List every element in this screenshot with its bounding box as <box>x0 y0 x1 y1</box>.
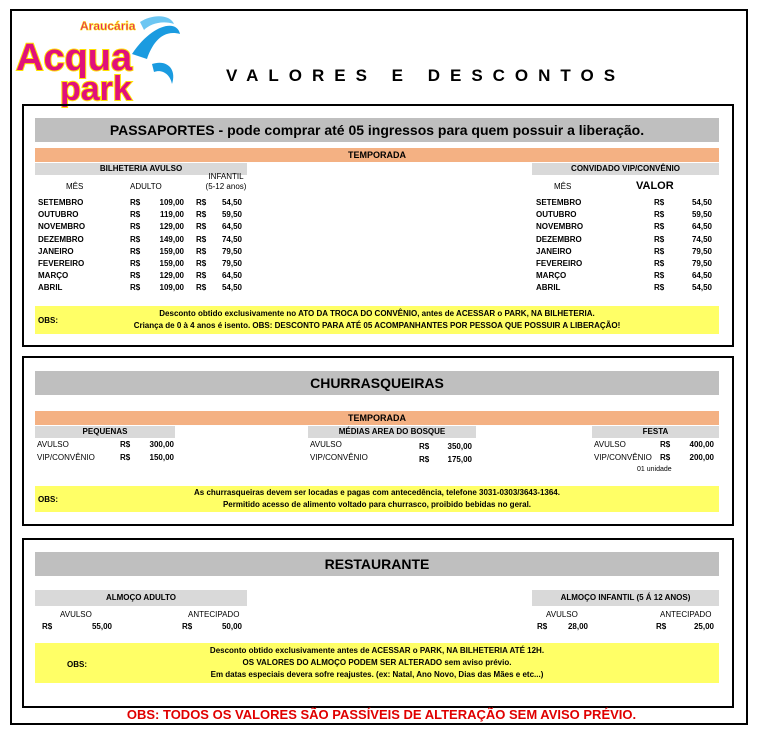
pass-adult: 119,00 <box>159 210 184 220</box>
pass-vip-month: SETEMBRO <box>536 198 582 207</box>
currency: R$ <box>130 246 141 256</box>
currency: R$ <box>196 246 207 256</box>
pass-child: 79,50 <box>221 259 242 268</box>
pass-vip: 74,50 <box>691 234 712 244</box>
currency: R$ <box>654 222 665 232</box>
currency: R$ <box>120 453 131 462</box>
pass-child: 64,50 <box>221 222 242 232</box>
pequenas-vip-price: 150,00 <box>149 453 174 462</box>
currency: R$ <box>656 622 667 631</box>
adulto-antecipado-price: 50,00 <box>221 622 242 631</box>
currency: R$ <box>42 622 53 631</box>
pass-vip-month: DEZEMBRO <box>536 234 582 244</box>
currency: R$ <box>654 246 665 256</box>
pequenas-avulso-price: 300,00 <box>149 440 174 449</box>
pequenas-vip-label: VIP/CONVÊNIO <box>37 453 95 462</box>
infantil-antecipado-price: 25,00 <box>693 622 714 631</box>
pass-month: SETEMBRO <box>38 198 84 207</box>
infantil-avulso-price: 28,00 <box>567 622 588 631</box>
churrasqueiras-title: CHURRASQUEIRAS <box>35 371 719 395</box>
currency: R$ <box>419 455 430 464</box>
currency: R$ <box>130 210 141 220</box>
pass-adult: 129,00 <box>159 222 184 232</box>
pass-vip: 64,50 <box>691 222 712 232</box>
col-value: VALOR <box>636 180 674 192</box>
pass-child: 79,50 <box>221 246 242 256</box>
currency: R$ <box>182 622 193 631</box>
currency: R$ <box>660 440 671 449</box>
pass-adult: 109,00 <box>159 283 184 293</box>
currency: R$ <box>196 210 207 220</box>
pass-adult: 149,00 <box>159 234 184 244</box>
col-month-right: MÊS <box>554 182 572 191</box>
churrasqueiras-season: TEMPORADA <box>35 411 719 425</box>
pass-month: OUTUBRO <box>38 210 79 220</box>
currency: R$ <box>537 622 548 631</box>
currency: R$ <box>130 259 141 268</box>
pass-month: DEZEMBRO <box>38 234 84 244</box>
festa-vip-price: 200,00 <box>689 453 714 462</box>
acqua-park-logo <box>12 14 182 109</box>
pass-vip: 54,50 <box>691 283 712 293</box>
pass-month: FEVEREIRO <box>38 259 85 268</box>
restaurante-section <box>22 538 734 708</box>
pass-vip: 54,50 <box>691 198 712 207</box>
restaurante-title: RESTAURANTE <box>35 552 719 576</box>
pass-vip: 79,50 <box>691 246 712 256</box>
svg-text:Acqua: Acqua <box>16 37 133 79</box>
adulto-antecipado-label: ANTECIPADO <box>188 610 240 619</box>
pass-vip-month: ABRIL <box>536 283 561 293</box>
convidado-vip-header: CONVIDADO VIP/CONVÊNIO <box>532 163 719 175</box>
pequenas-avulso-label: AVULSO <box>37 440 69 449</box>
obs-line-2: OS VALORES DO ALMOÇO PODEM SER ALTERADO sem aviso prévio. <box>242 658 512 667</box>
obs-label: OBS: <box>38 495 58 504</box>
currency: R$ <box>130 198 141 207</box>
festa-vip-label: VIP/CONVÊNIO <box>594 453 652 462</box>
adulto-avulso-label: AVULSO <box>60 610 92 619</box>
obs-line-3: Em datas especiais devera sofre reajustes. (ex: Natal, Ano Novo, Dias das Mães e etc...) <box>210 670 544 679</box>
pass-adult: 159,00 <box>159 246 184 256</box>
passaportes-season: TEMPORADA <box>35 148 719 162</box>
currency: R$ <box>130 271 141 281</box>
currency: R$ <box>654 259 665 268</box>
churrasqueiras-section <box>22 356 734 526</box>
medias-avulso-label: AVULSO <box>310 440 342 449</box>
pass-month: ABRIL <box>38 283 63 293</box>
festa-avulso-label: AVULSO <box>594 440 626 449</box>
almoco-adulto-header: ALMOÇO ADULTO <box>35 590 247 606</box>
currency: R$ <box>660 453 671 462</box>
medias-vip-label: VIP/CONVÊNIO <box>310 453 368 462</box>
pass-vip: 79,50 <box>691 259 712 268</box>
obs-label: OBS: <box>38 316 58 325</box>
currency: R$ <box>196 222 207 232</box>
currency: R$ <box>130 234 141 244</box>
currency: R$ <box>130 222 141 232</box>
currency: R$ <box>196 198 207 207</box>
obs-line-2: Criança de 0 à 4 anos é isento. OBS: DESCONTO PARA ATÉ 05 ACOMPANHANTES POR PESSOA QUE POSSUIR A LIBERAÇÃO! <box>133 321 621 330</box>
passaportes-title: PASSAPORTES - pode comprar até 05 ingressos para quem possuir a liberação. <box>35 118 719 142</box>
passaportes-obs <box>35 306 719 334</box>
obs-line-2: Permitido acesso de alimento voltado para churrasco, proibido bebidas no geral. <box>222 500 532 509</box>
churrasqueiras-obs <box>35 486 719 512</box>
pass-month: MARÇO <box>38 271 69 281</box>
page-title: VALORES E DESCONTOS <box>226 66 626 85</box>
pass-vip: 64,50 <box>691 271 712 281</box>
svg-text:Araucária: Araucária <box>80 19 136 33</box>
footer-note: OBS: TODOS OS VALORES SÃO PASSÍVEIS DE ALTERAÇÃO SEM AVISO PRÉVIO. <box>126 707 637 722</box>
adulto-avulso-price: 55,00 <box>91 622 112 631</box>
pass-child: 59,50 <box>221 210 242 220</box>
col-child-age: (5-12 anos) <box>205 182 247 191</box>
currency: R$ <box>130 283 141 293</box>
pequenas-header: PEQUENAS <box>35 426 175 438</box>
pass-vip-month: MARÇO <box>536 271 567 281</box>
currency: R$ <box>120 440 131 449</box>
pass-vip-month: FEVEREIRO <box>536 259 583 268</box>
currency: R$ <box>654 283 665 293</box>
medias-avulso-price: 350,00 <box>447 442 472 451</box>
medias-vip-price: 175,00 <box>447 455 472 464</box>
col-child: INFANTIL <box>208 172 244 181</box>
medias-header: MÉDIAS AREA DO BOSQUE <box>308 426 476 438</box>
currency: R$ <box>196 259 207 268</box>
currency: R$ <box>196 234 207 244</box>
infantil-avulso-label: AVULSO <box>546 610 578 619</box>
festa-avulso-price: 400,00 <box>689 440 714 449</box>
col-adult: ADULTO <box>130 182 162 191</box>
obs-line-1: As churrasqueiras devem ser locadas e pagas com antecedência, telefone 3031-0303/3643-1364. <box>194 488 560 497</box>
pass-adult: 109,00 <box>159 198 184 207</box>
currency: R$ <box>196 271 207 281</box>
pass-child: 74,50 <box>221 234 242 244</box>
obs-label: OBS: <box>67 660 87 669</box>
currency: R$ <box>654 210 665 220</box>
bilheteria-avulso-header: BILHETERIA AVULSO <box>35 163 247 175</box>
pass-child: 64,50 <box>221 271 242 281</box>
pass-vip: 59,50 <box>691 210 712 220</box>
pass-child: 54,50 <box>221 283 242 293</box>
currency: R$ <box>196 283 207 293</box>
pass-vip-month: OUTUBRO <box>536 210 577 220</box>
obs-line-1: Desconto obtido exclusivamente no ATO DA TROCA DO CONVÊNIO, antes de ACESSAR o PARK, NA BILHETERIA. <box>159 309 595 318</box>
festa-header: FESTA <box>592 426 719 438</box>
pass-vip-month: JANEIRO <box>536 246 572 256</box>
pass-child: 54,50 <box>221 198 242 207</box>
festa-note: 01 unidade <box>637 466 672 473</box>
pass-vip-month: NOVEMBRO <box>536 222 584 232</box>
currency: R$ <box>654 271 665 281</box>
almoco-infantil-header: ALMOÇO INFANTIL (5 Á 12 ANOS) <box>532 590 719 606</box>
obs-line-1: Desconto obtido exclusivamente antes de ACESSAR o PARK, NA BILHETERIA ATÉ 12H. <box>209 646 545 655</box>
passaportes-section <box>22 104 734 347</box>
pass-adult: 159,00 <box>159 259 184 268</box>
pass-month: JANEIRO <box>38 246 74 256</box>
col-month-left: MÊS <box>66 182 84 191</box>
infantil-antecipado-label: ANTECIPADO <box>660 610 712 619</box>
pass-month: NOVEMBRO <box>38 222 86 232</box>
currency: R$ <box>654 234 665 244</box>
currency: R$ <box>419 442 430 451</box>
currency: R$ <box>654 198 665 207</box>
restaurante-obs <box>35 643 719 683</box>
pass-adult: 129,00 <box>159 271 184 281</box>
svg-text:park: park <box>60 70 132 108</box>
